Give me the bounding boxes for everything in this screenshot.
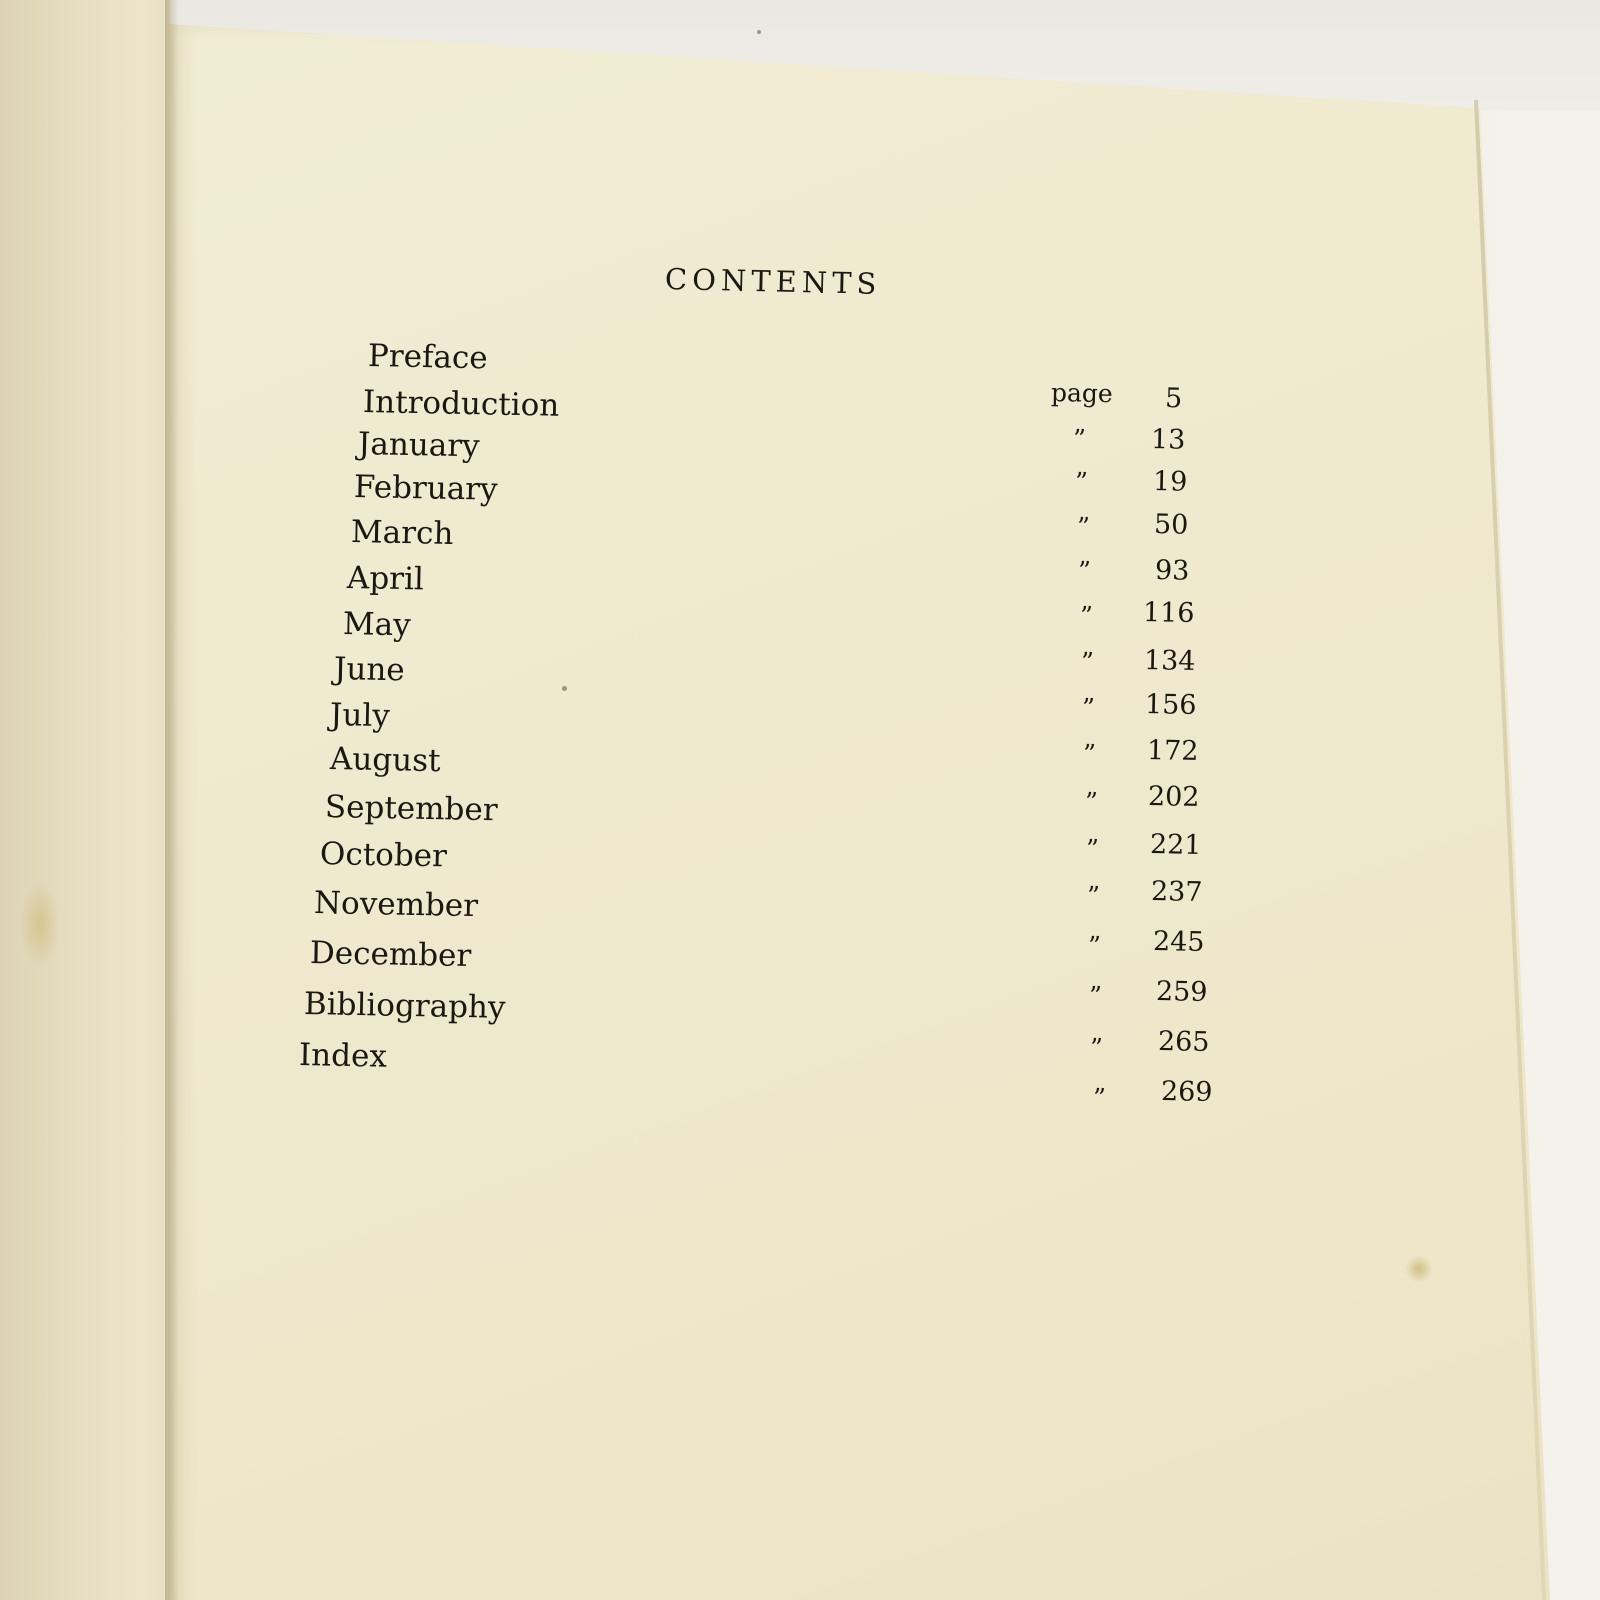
ditto-mark: ” — [1086, 881, 1101, 911]
page-number: 221 — [1149, 829, 1202, 861]
page-number: 237 — [1150, 876, 1203, 908]
toc-entry-title: July — [329, 697, 391, 735]
ditto-mark: ” — [1080, 647, 1095, 677]
page-number: 156 — [1144, 689, 1197, 721]
page-number: 269 — [1160, 1076, 1213, 1108]
toc-entry-title: January — [357, 426, 480, 465]
toc-entry-title: August — [329, 741, 441, 780]
ditto-mark: ” — [1081, 693, 1096, 723]
page-number: 50 — [1153, 509, 1189, 541]
page-number: 172 — [1146, 735, 1199, 767]
toc-entry-title: Introduction — [362, 384, 560, 424]
page-number: 13 — [1150, 424, 1186, 456]
ditto-mark: ” — [1074, 467, 1089, 497]
toc-entry-title: September — [324, 789, 498, 829]
ditto-mark: ” — [1087, 931, 1102, 961]
ditto-mark: ” — [1085, 834, 1100, 864]
toc-entry-title: March — [350, 514, 454, 552]
page-number: 19 — [1152, 466, 1188, 498]
toc-entry-title: February — [353, 469, 498, 508]
contents-heading: CONTENTS — [664, 262, 882, 301]
toc-entry-title: October — [319, 836, 448, 875]
ditto-mark: ” — [1089, 1033, 1104, 1063]
page-number: 265 — [1157, 1026, 1210, 1058]
ditto-mark: ” — [1088, 981, 1103, 1011]
page-number: 93 — [1154, 555, 1190, 587]
ditto-mark: ” — [1092, 1083, 1107, 1113]
page-number: 245 — [1152, 926, 1205, 958]
page-label: page — [1050, 378, 1113, 409]
page-number: 202 — [1147, 781, 1200, 813]
ditto-mark: ” — [1077, 556, 1092, 586]
toc-entry-title: Index — [298, 1037, 388, 1075]
toc-entry-title: May — [342, 606, 412, 644]
toc-entry-title: Bibliography — [303, 986, 506, 1026]
toc-entry-title: June — [333, 651, 406, 689]
ditto-mark: ” — [1084, 787, 1099, 817]
page-number: 259 — [1155, 976, 1208, 1008]
toc-entry-title: Preface — [367, 338, 489, 377]
page-number: 116 — [1142, 597, 1195, 629]
page-number: 5 — [1164, 383, 1183, 415]
toc-entry-title: December — [309, 935, 472, 975]
toc-entry-title: November — [313, 885, 479, 925]
ditto-mark: ” — [1076, 512, 1091, 542]
page-number: 134 — [1143, 645, 1196, 677]
toc-entry-title: April — [346, 560, 425, 598]
ditto-mark: ” — [1079, 601, 1094, 631]
ditto-mark: ” — [1072, 424, 1087, 454]
ditto-mark: ” — [1082, 739, 1097, 769]
